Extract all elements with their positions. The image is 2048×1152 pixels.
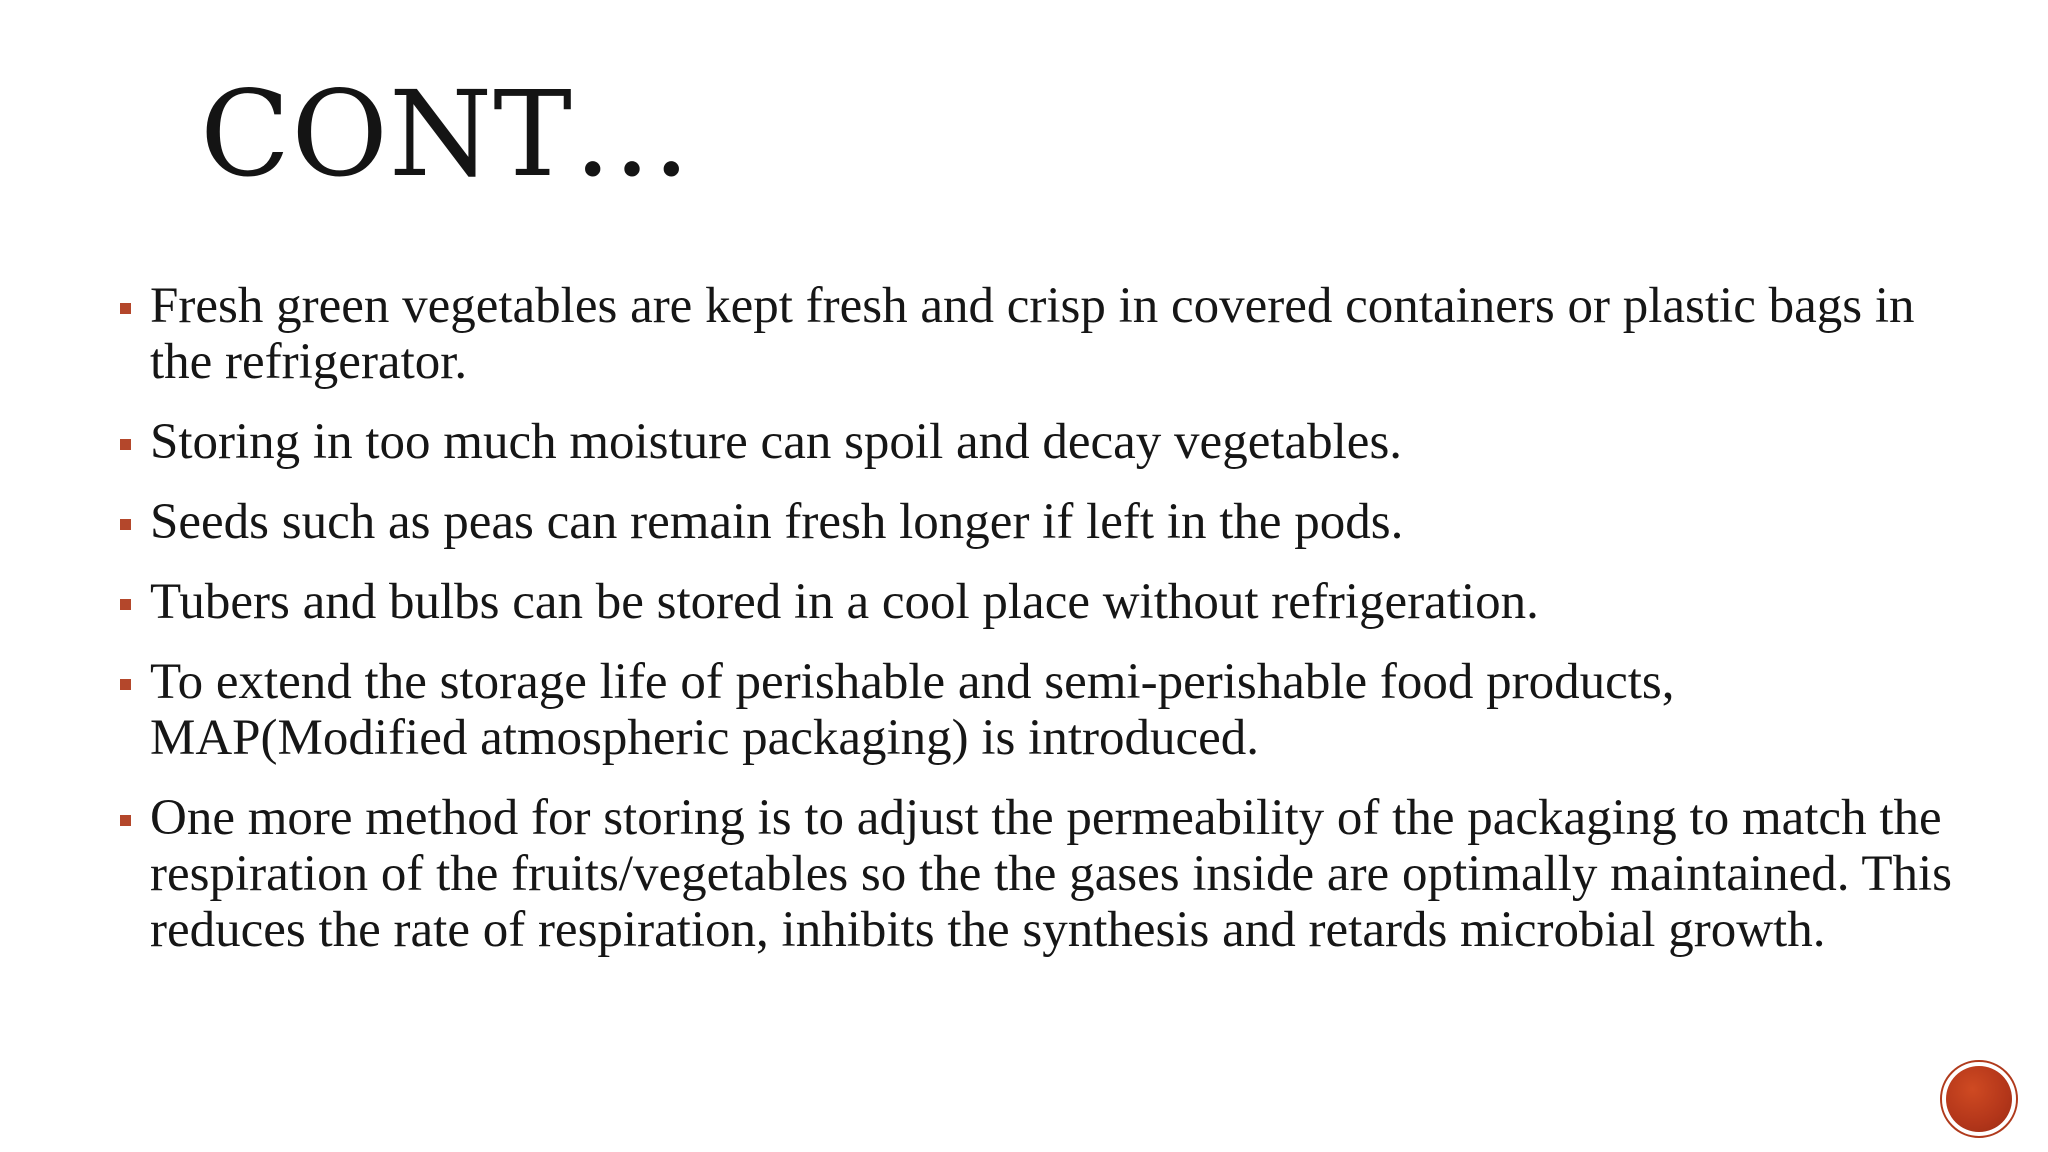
square-bullet-icon — [120, 519, 131, 530]
bullet-item — [118, 278, 1978, 390]
red-circle-icon — [1940, 1060, 2018, 1138]
bullet-item — [118, 574, 1978, 630]
bullet-text: Seeds such as peas can remain fresh longer if left in the pods. — [150, 494, 1404, 550]
square-bullet-icon — [120, 599, 131, 610]
bullet-item — [118, 790, 1978, 958]
bullet-item — [118, 494, 1978, 550]
red-circle-fill — [1946, 1066, 2012, 1132]
slide-title: CONT… — [200, 65, 692, 203]
bullet-item — [118, 414, 1978, 470]
bullet-text: To extend the storage life of perishable and semi-perishable food products, MAP(Modified atmospheric packaging) is introduced. — [150, 654, 1675, 766]
bullet-list — [118, 278, 1978, 982]
bullet-text: Fresh green vegetables are kept fresh and crisp in covered containers or plastic bags in the refrigerator. — [150, 278, 1915, 390]
square-bullet-icon — [120, 439, 131, 450]
bullet-item — [118, 654, 1978, 766]
square-bullet-icon — [120, 815, 131, 826]
square-bullet-icon — [120, 303, 131, 314]
bullet-text: Tubers and bulbs can be stored in a cool place without refrigeration. — [150, 574, 1539, 630]
bullet-text: One more method for storing is to adjust the permeability of the packaging to match the respiration of the fruits/vegetables so the the gases inside are optimally maintained. This reduces the rate of respiration, inhibits the synthesis and retards microbial growth. — [150, 790, 1953, 958]
square-bullet-icon — [120, 679, 131, 690]
bullet-text: Storing in too much moisture can spoil and decay vegetables. — [150, 414, 1403, 470]
